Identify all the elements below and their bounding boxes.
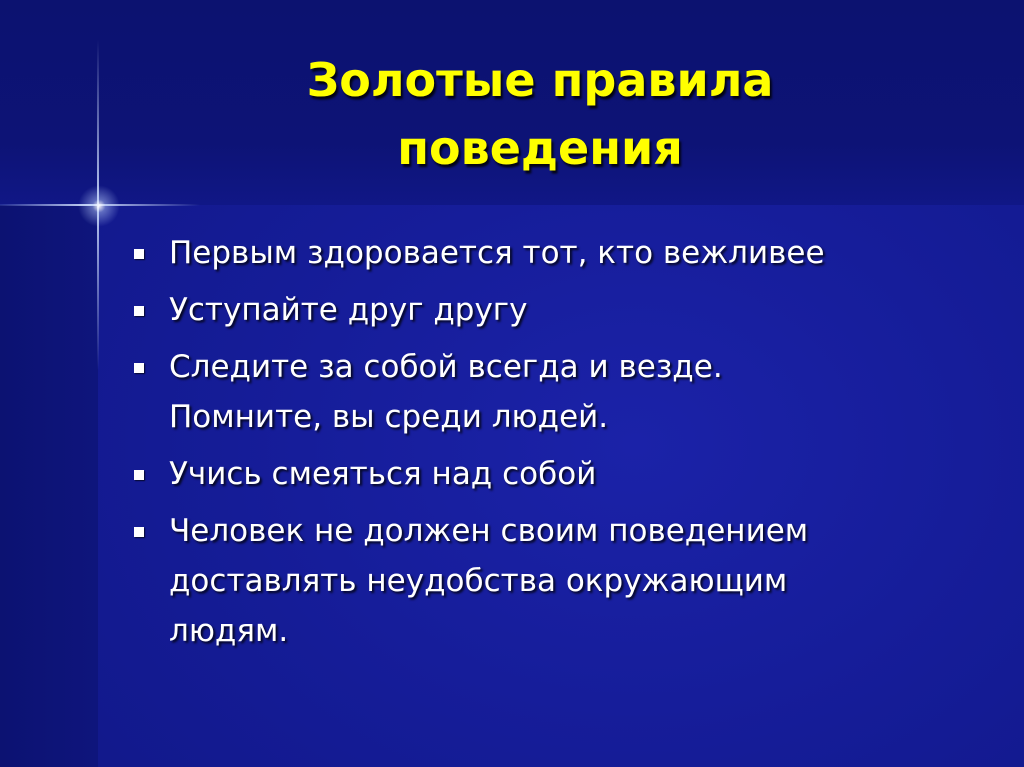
bullet-item	[132, 506, 992, 656]
square-bullet-icon	[134, 470, 144, 480]
bullet-text-line: Человек не должен своим поведением	[169, 513, 809, 549]
bullet-item	[132, 228, 992, 278]
bullet-text-line: людям.	[169, 613, 289, 649]
bullet-list	[132, 228, 992, 663]
bullet-text-line: Следите за собой всегда и везде.	[169, 349, 723, 385]
bullet-item	[132, 285, 992, 335]
title-line: Золотые правила	[306, 53, 774, 107]
bullet-text-line: доставлять неудобства окружающим	[169, 563, 788, 599]
left-band	[0, 205, 98, 767]
square-bullet-icon	[134, 363, 144, 373]
bullet-text-line: Помните, вы среди людей.	[169, 399, 609, 435]
bullet-text-line: Учись смеяться над собой	[169, 456, 597, 492]
sparkle-icon	[78, 185, 120, 227]
square-bullet-icon	[134, 249, 144, 259]
square-bullet-icon	[134, 527, 144, 537]
bullet-item	[132, 342, 992, 442]
bullet-text-line: Первым здоровается тот, кто вежливее	[169, 235, 825, 271]
bullet-text-line: Уступайте друг другу	[169, 292, 528, 328]
bullet-item	[132, 449, 992, 499]
square-bullet-icon	[134, 306, 144, 316]
slide-title	[150, 46, 930, 182]
title-line: поведения	[397, 121, 683, 175]
